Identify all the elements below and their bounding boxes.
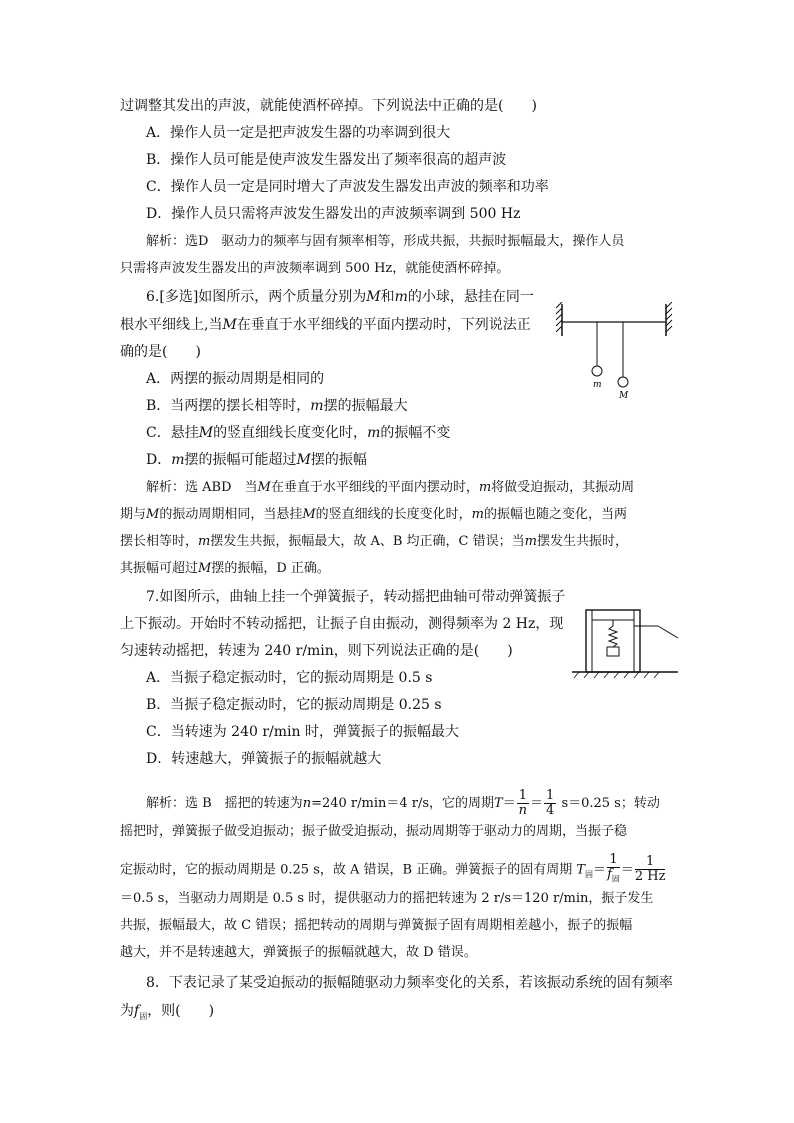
q6-stem-2: 根水平细线上,当M在垂直于水平细线的平面内摆动时，下列说法正	[120, 317, 531, 333]
q6-option-a: A．两摆的振动周期是相同的	[146, 371, 325, 387]
q6-explanation-3: 摆长相等时，m摆发生共振，振幅最大，故 A、B 均正确，C 错误；当m摆发生共振时，	[120, 534, 628, 549]
q5-explanation-1: 解析：选D 驱动力的频率与固有频率相等，形成共振，共振时振幅最大，操作人员	[146, 234, 625, 249]
q7-option-c: C．当转速为 240 r/min 时，弹簧振子的振幅最大	[146, 724, 459, 740]
crank-handle	[658, 626, 678, 638]
spring	[609, 626, 617, 647]
q7-option-d: D．转速越大，弹簧振子的振幅就越大	[146, 751, 382, 767]
q6-stem-1: 6.[多选]如图所示，两个质量分别为M和m的小球，悬挂在同一	[146, 289, 534, 305]
q7-explanation-5: 共振，振幅最大，故 C 错误；摇把转动的周期与弹簧振子固有周期相差越小，振子的振幅	[120, 918, 633, 933]
ball-small-m	[592, 366, 602, 376]
fraction-1-over-2hz: $\frac{1}{2 Hz}$	[634, 854, 666, 885]
fraction-1-over-4: $\frac{1}{4}$	[546, 788, 555, 818]
q7-explanation-6: 越大，并不是转速越大，弹簧振子的振幅就越大，故 D 错误。	[120, 945, 477, 960]
q6-explanation-2: 期与M的振动周期相同，当悬挂M的竖直细线的长度变化时，m的振幅也随之变化，当两	[120, 507, 628, 522]
q6-stem-3: 确的是( )	[120, 344, 201, 360]
q5-option-b: B．操作人员可能是使声波发生器发出了频率很高的超声波	[146, 152, 507, 168]
label-m: m	[593, 380, 602, 390]
left-wall	[556, 302, 562, 336]
q7-stem-2: 上下振动。开始时不转动摇把，让振子自由振动，测得频率为 2 Hz，现	[120, 616, 564, 632]
q5-option-a: A．操作人员一定是把声波发生器的功率调到很大	[146, 125, 451, 141]
q7-explanation-1: 解析：选 B 摇把的转速为n=240 r/min＝4 r/s，它的周期T＝ $\frac{1}{n}$ ＝ $\frac{1}{4}$ s＝0.25 s；转动	[146, 788, 660, 818]
fraction-1-over-f: $\frac{1}{f_固}$	[607, 852, 620, 884]
q6-option-c: C．悬挂M的竖直细线长度变化时，m的振幅不变	[146, 425, 451, 441]
q7-explanation-2: 摇把时，弹簧振子做受迫振动；振子做受迫振动，振动周期等于驱动力的周期，当振子稳	[120, 824, 628, 839]
oscillator-block	[607, 647, 619, 656]
q6-explanation-4: 其振幅可超过M摆的振幅，D 正确。	[120, 561, 330, 576]
q5-option-c: C．操作人员一定是同时增大了声波发生器发出声波的频率和功率	[146, 179, 549, 195]
q7-option-b: B．当振子稳定振动时，它的振动周期是 0.25 s	[146, 697, 442, 713]
label-M: M	[619, 391, 629, 401]
right-wall	[666, 302, 672, 336]
q7-stem-3: 匀速转动摇把，转速为 240 r/min，则下列说法正确的是( )	[120, 643, 513, 659]
q6-option-d: D．m摆的振幅可能超过M摆的振幅	[146, 452, 367, 468]
q6-option-b: B．当两摆的摆长相等时，m摆的振幅最大	[146, 398, 408, 414]
q6-explanation-1: 解析：选 ABD 当M在垂直于水平细线的平面内摆动时，m将做受迫振动，其振动周	[146, 480, 635, 495]
q7-option-a: A．当振子稳定振动时，它的振动周期是 0.5 s	[146, 670, 433, 686]
q5-explanation-2: 只需将声波发生器发出的声波频率调到 500 Hz，就能使酒杯碎掉。	[120, 261, 510, 276]
q7-stem-1: 7.如图所示，曲轴上挂一个弹簧振子，转动摇把曲轴可带动弹簧振子	[146, 589, 566, 605]
q7-explanation-4: ＝0.5 s，当驱动力周期是 0.5 s 时，提供驱动力的摇把转速为 2 r/s＝120 r/min，振子发生	[120, 891, 654, 906]
pendulum-figure	[556, 302, 674, 402]
q8-stem-1: 8．下表记录了某受迫振动的振幅随驱动力频率变化的关系，若该振动系统的固有频率	[146, 975, 673, 991]
ball-large-M	[618, 377, 628, 387]
q7-explanation-3: 定振动时，它的振动周期是 0.25 s，故 A 错误，B 正确。弹簧振子的固有周期 $T_固=$ $\frac{1}{f_固}$ ＝ $\frac{1}{2 Hz}$	[120, 853, 666, 887]
q5-option-d: D．操作人员只需将声波发生器发出的声波频率调到 500 Hz	[146, 206, 521, 222]
crank-spring-figure	[570, 608, 682, 680]
q8-stem-2: 为$f_固$，则( )	[120, 1003, 215, 1021]
fraction-1-over-n: $\frac{1}{n}$	[518, 788, 528, 818]
q5-stem: 过调整其发出的声波，就能使酒杯碎掉。下列说法中正确的是( )	[120, 98, 537, 114]
frame	[586, 610, 640, 672]
